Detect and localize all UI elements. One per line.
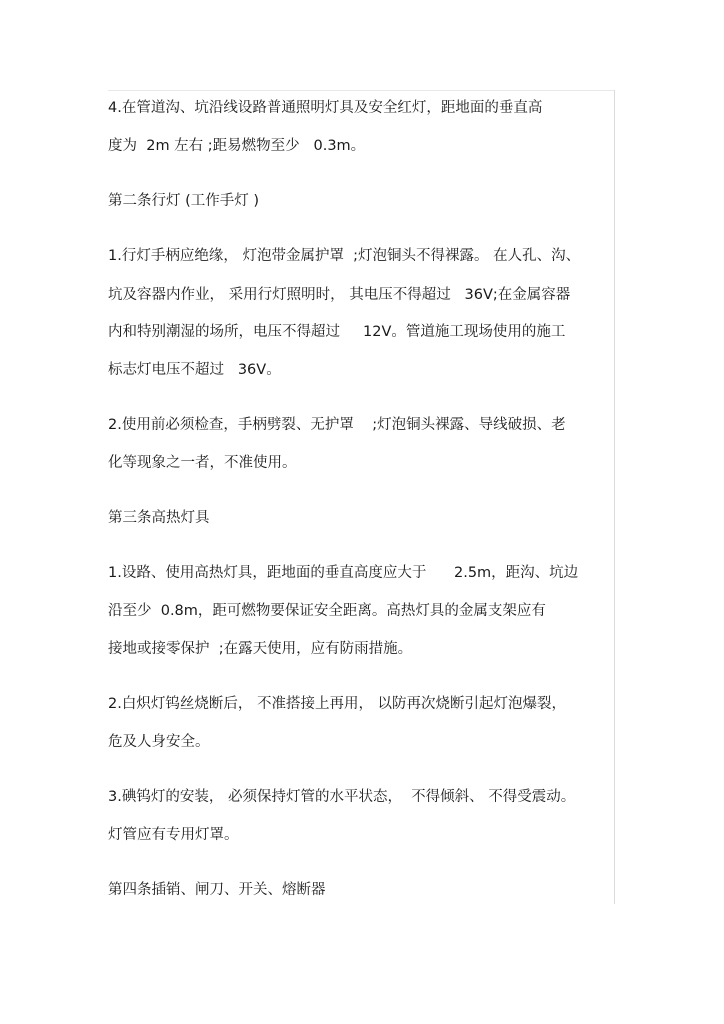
text-line: 沿至少 0.8m，距可燃物要保证安全距离。高热灯具的金属支架应有	[108, 603, 546, 619]
text-line: 接地或接零保护 ;在露天使用，应有防雨措施。	[108, 641, 413, 657]
section-heading: 第三条高热灯具	[108, 510, 210, 526]
text-line: 4.在管道沟、坑沿线设路普通照明灯具及安全红灯，距地面的垂直高	[108, 100, 543, 116]
text-line: 化等现象之一者，不准使用。	[108, 455, 297, 471]
text-line: 灯管应有专用灯罩。	[108, 827, 239, 843]
text-line: 1.设路、使用高热灯具，距地面的垂直高度应大于 2.5m，距沟、坑边	[108, 565, 579, 581]
text-line: 内和特别潮湿的场所，电压不得超过 12V。管道施工现场使用的施工	[108, 324, 566, 340]
section-heading: 第二条行灯 (工作手灯 )	[108, 193, 260, 209]
section-heading: 第四条插销、闸刀、开关、熔断器	[108, 882, 326, 898]
page-border-top	[108, 90, 615, 91]
text-line: 标志灯电压不超过 36V。	[108, 362, 281, 378]
text-line: 度为 2m 左右 ;距易燃物至少 0.3m。	[108, 138, 366, 154]
page-border-right	[614, 90, 615, 904]
text-line: 2.使用前必须检查，手柄劈裂、无护罩 ;灯泡铜头裸露、导线破损、老	[108, 417, 566, 433]
text-line: 坑及容器内作业， 采用行灯照明时， 其电压不得超过 36V;在金属容器	[108, 287, 571, 303]
text-line: 危及人身安全。	[108, 734, 210, 750]
text-line: 3.碘钨灯的安装， 必须保持灯管的水平状态， 不得倾斜、 不得受震动。	[108, 789, 576, 805]
text-line: 1.行灯手柄应绝缘， 灯泡带金属护罩 ;灯泡铜头不得裸露。 在人孔、沟、	[108, 248, 581, 264]
text-line: 2.白炽灯钨丝烧断后， 不准搭接上再用， 以防再次烧断引起灯泡爆裂，	[108, 696, 567, 712]
